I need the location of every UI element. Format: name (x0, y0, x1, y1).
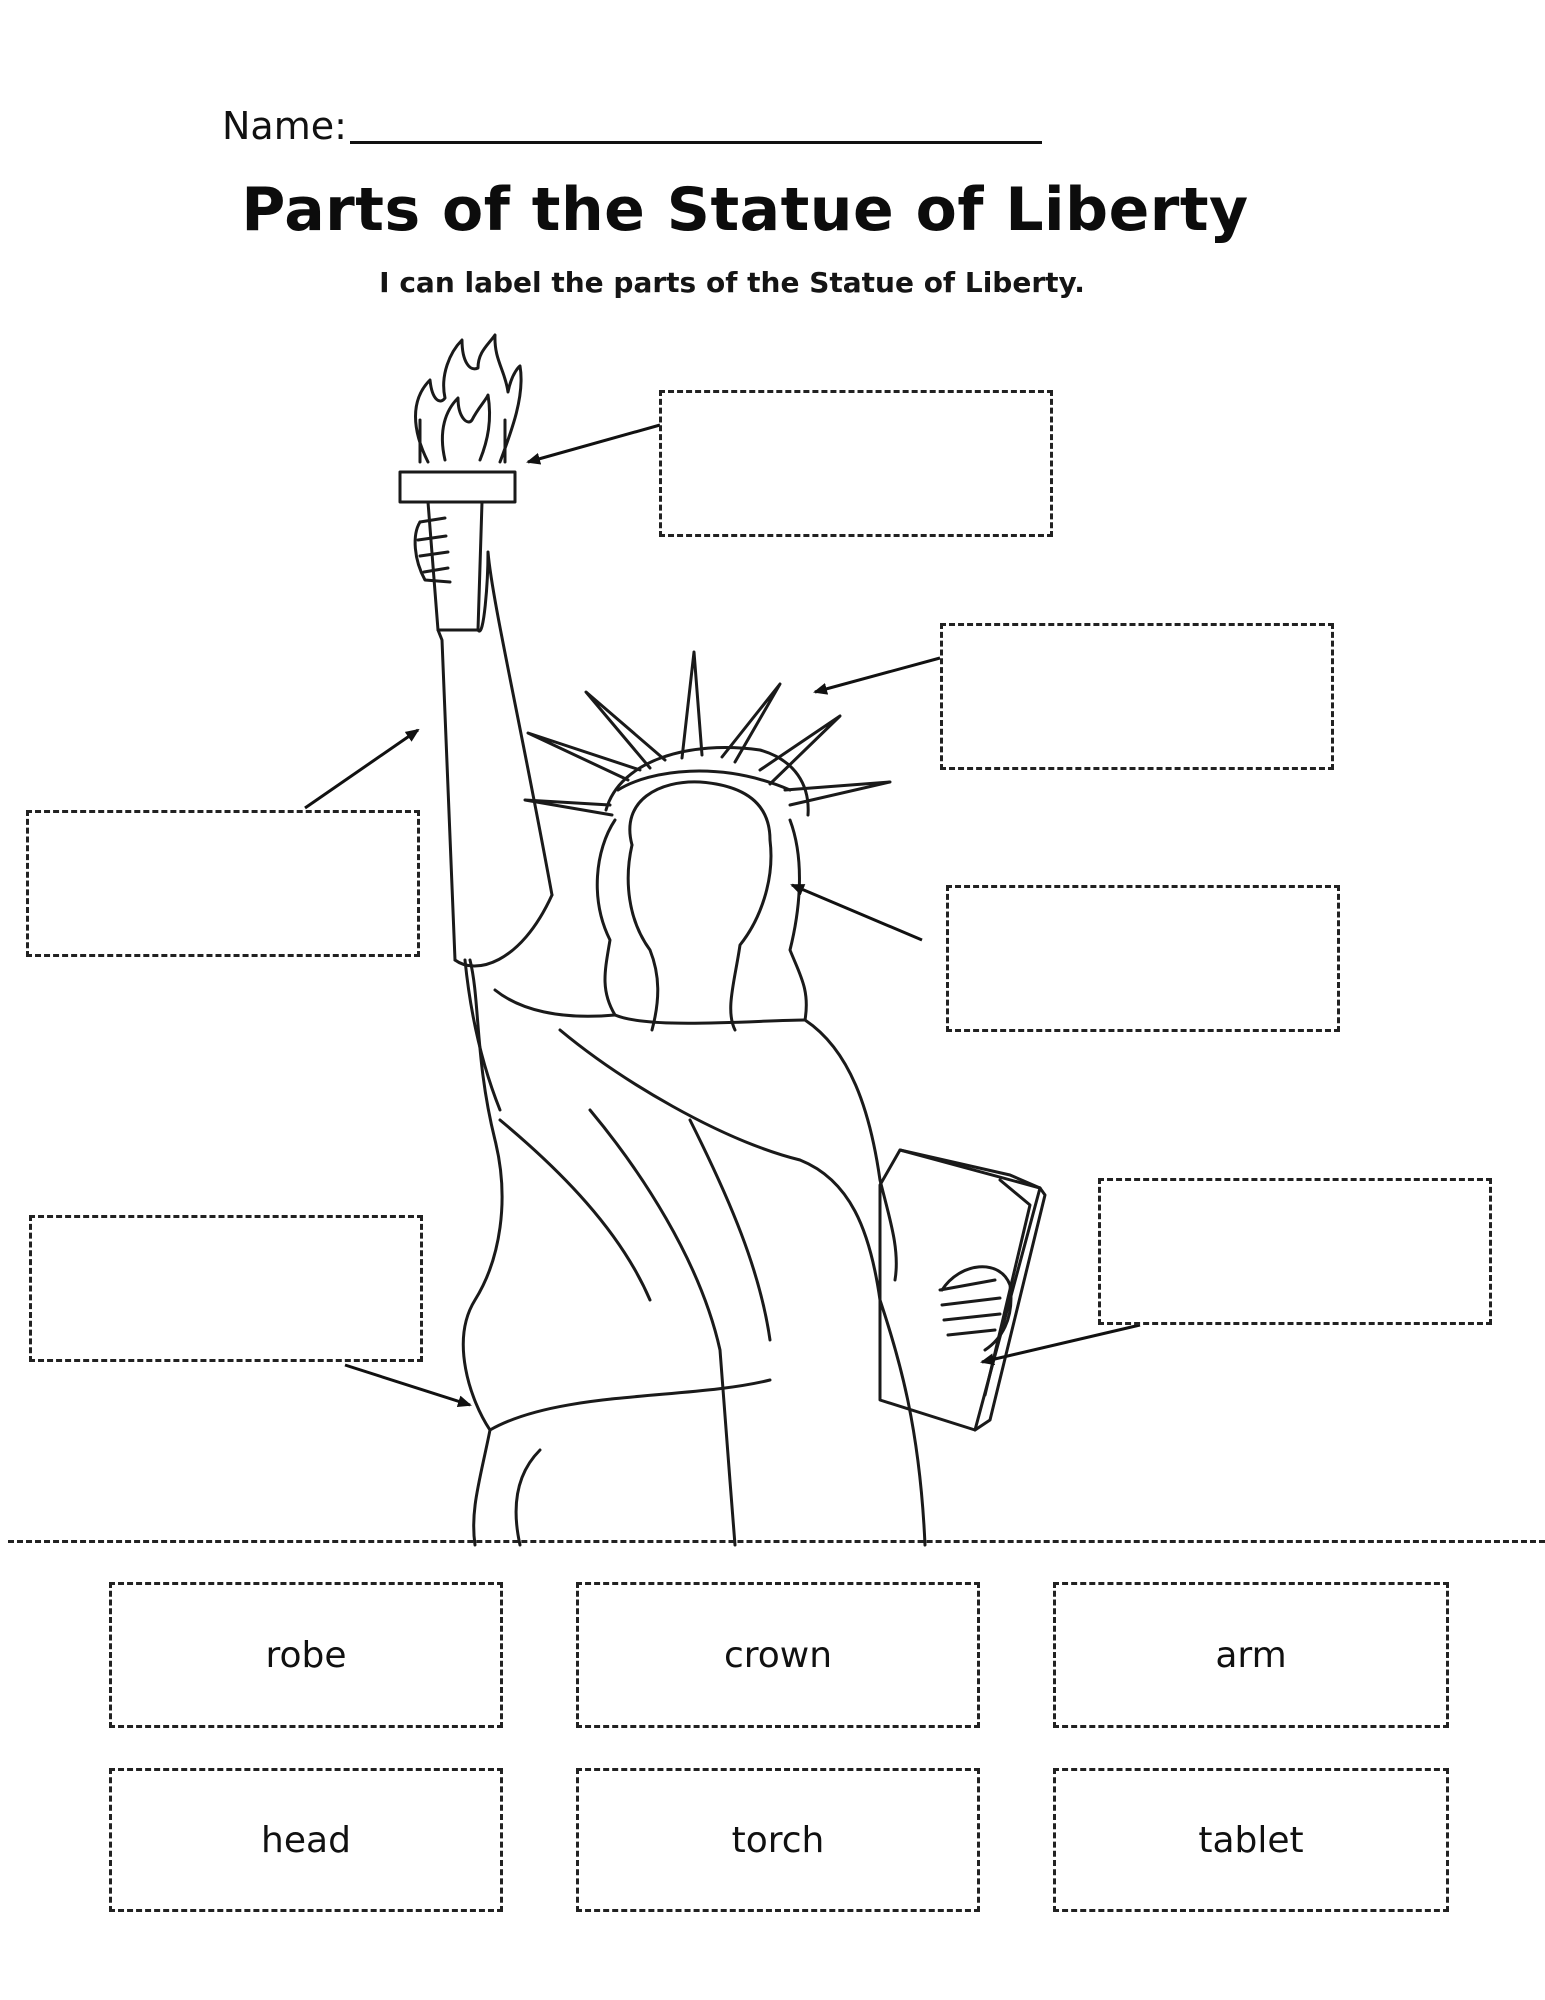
page-title: Parts of the Statue of Liberty (241, 175, 1249, 245)
answer-box-robe[interactable] (29, 1215, 423, 1362)
word-card-label: crown (723, 1634, 833, 1676)
word-card-label: arm (1215, 1634, 1287, 1676)
answer-box-crown[interactable] (940, 623, 1334, 770)
cut-line (8, 1540, 1545, 1543)
arrow-to-head (792, 885, 922, 940)
neckline (615, 1015, 805, 1023)
word-card-torch[interactable] (576, 1768, 980, 1912)
torch-handle (428, 502, 482, 630)
arrow-to-torch (528, 425, 660, 462)
arrow-to-tablet (982, 1325, 1140, 1362)
word-card-head[interactable] (109, 1768, 503, 1912)
robe-left-outline (463, 960, 502, 1545)
face-outline-right (630, 782, 771, 1030)
robe-fold-4 (490, 1380, 770, 1430)
sleeve-cuff (455, 895, 552, 966)
answer-box-tablet[interactable] (1098, 1178, 1492, 1325)
shoulder-right (805, 1020, 896, 1280)
answer-box-arm[interactable] (26, 810, 420, 957)
torch-rim (400, 472, 515, 502)
raised-arm-right-edge (478, 552, 552, 895)
hair-left (597, 820, 615, 1015)
face-outline-left (628, 845, 658, 1030)
answer-box-head[interactable] (946, 885, 1340, 1032)
word-card-label: torch (731, 1819, 825, 1861)
robe-right-outline (880, 1300, 925, 1545)
word-card-arm[interactable] (1053, 1582, 1449, 1728)
crown-spikes (525, 652, 890, 815)
word-card-label: tablet (1198, 1819, 1304, 1861)
shoulder-left (495, 990, 615, 1016)
robe-fold-2 (590, 1110, 735, 1545)
answer-box-torch[interactable] (659, 390, 1053, 537)
arrow-to-arm (305, 730, 418, 808)
word-card-label: head (261, 1819, 351, 1861)
robe-fold-3 (690, 1120, 770, 1340)
word-card-robe[interactable] (109, 1582, 503, 1728)
hair-right (790, 820, 806, 1020)
learning-objective: I can label the parts of the Statue of Liberty. (379, 266, 1085, 299)
word-card-crown[interactable] (576, 1582, 980, 1728)
sleeve-fold (465, 960, 500, 1110)
robe-drape (560, 1030, 880, 1300)
robe-fold-1 (500, 1120, 650, 1300)
arrow-to-crown (815, 658, 940, 692)
word-card-label: robe (265, 1634, 347, 1676)
raised-arm-left-edge (438, 630, 455, 960)
robe-hem-fold (516, 1450, 540, 1545)
torch-cup (420, 420, 505, 462)
word-card-tablet[interactable] (1053, 1768, 1449, 1912)
arrow-to-robe (345, 1365, 470, 1405)
name-label: Name: (222, 104, 347, 148)
tablet-hand (940, 1267, 1011, 1350)
